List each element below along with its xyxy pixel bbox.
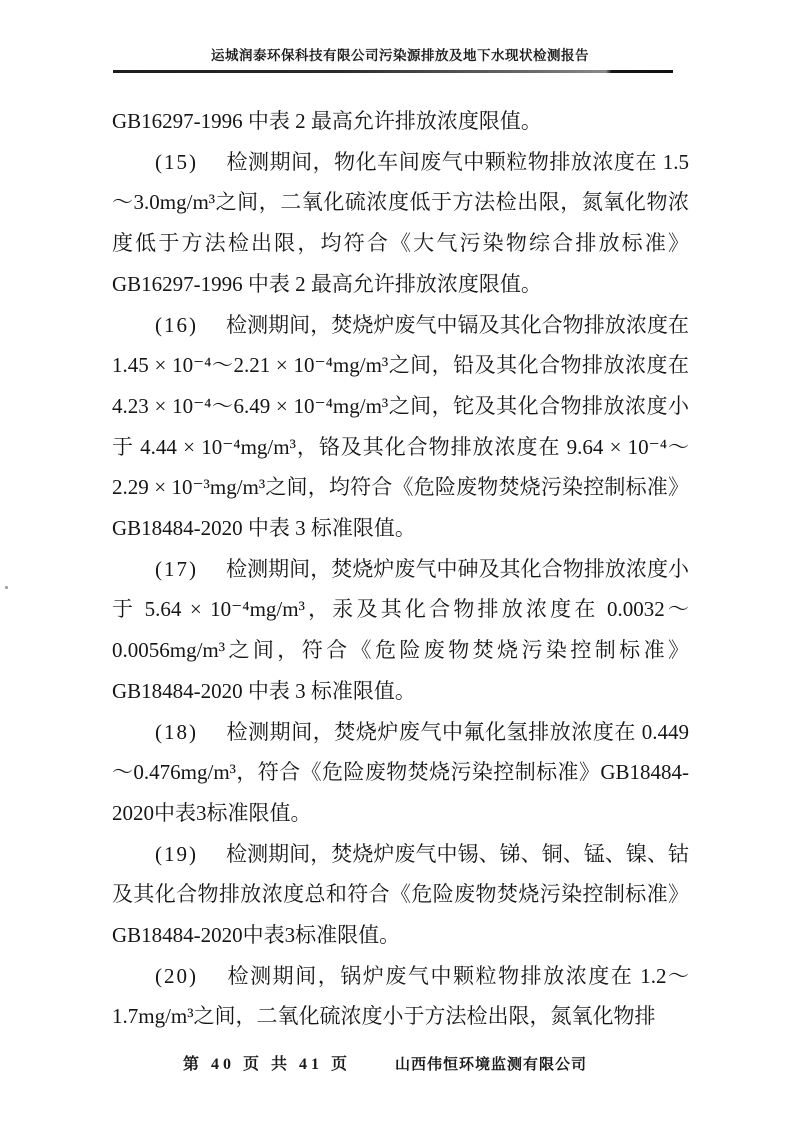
paragraph-20-number: (20)	[155, 963, 198, 988]
header-rule	[113, 70, 673, 73]
header-title: 运城润泰环保科技有限公司污染源排放及地下水现状检测报告	[211, 48, 589, 63]
report-body	[112, 101, 689, 1037]
paragraph-16-text: 检测期间，焚烧炉废气中镉及其化合物排放浓度在 1.45 × 10⁻⁴～2.21 × 10⁻⁴mg/m³之间，铅及其化合物排放浓度在 4.23 × 10⁻⁴～6.49 × 10⁻⁴mg/m³之间，铊及其化合物排放浓度小于 4.44 × 10⁻⁴mg/m³，铬及其化合物排放浓度在 9.64 × 10⁻⁴～2.29 × 10⁻³mg/m³之间，均符合《危险废物焚烧污染控制标准》GB18484-2020 中表 3 标准限值。	[112, 312, 689, 541]
paragraph-16	[112, 305, 689, 549]
paragraph-20	[112, 956, 689, 1037]
footer-company-name: 山西伟恒环境监测有限公司	[395, 1056, 588, 1073]
paragraph-18	[112, 712, 689, 834]
paragraph-19-text: 检测期间，焚烧炉废气中锡、锑、铜、锰、镍、钴及其化合物排放浓度总和符合《危险废物焚烧污染控制标准》GB18484-2020中表3标准限值。	[112, 841, 689, 948]
paragraph-15-text: 检测期间，物化车间废气中颗粒物排放浓度在 1.5～3.0mg/m³之间，二氧化硫浓度低于方法检出限，氮氧化物浓度低于方法检出限，均符合《大气污染物综合排放标准》GB16297-1996 中表 2 最高允许排放浓度限值。	[112, 149, 689, 296]
paragraph-18-number: (18)	[155, 719, 198, 744]
paragraph-16-number: (16)	[155, 312, 198, 337]
paragraph-15	[112, 142, 689, 305]
scan-artifact-dot	[5, 586, 8, 589]
page-number-indicator: 第 40 页 共 41 页	[183, 1056, 352, 1073]
paragraph-17-number: (17)	[155, 556, 198, 581]
paragraph-continuation: GB16297-1996 中表 2 最高允许排放浓度限值。	[112, 109, 542, 133]
paragraph-19	[112, 834, 689, 956]
paragraph-19-number: (19)	[155, 841, 198, 866]
paragraph-17	[112, 549, 689, 712]
paragraph-17-text: 检测期间，焚烧炉废气中砷及其化合物排放浓度小于 5.64 × 10⁻⁴mg/m³，汞及其化合物排放浓度在 0.0032～0.0056mg/m³之间，符合《危险废物焚烧污染控制标准》GB18484-2020 中表 3 标准限值。	[112, 556, 689, 703]
paragraph-20-text: 检测期间，锅炉废气中颗粒物排放浓度在 1.2～1.7mg/m³之间，二氧化硫浓度小于方法检出限，氮氧化物排	[112, 963, 689, 1029]
paragraph-18-text: 检测期间，焚烧炉废气中氟化氢排放浓度在 0.449～0.476mg/m³，符合《危险废物焚烧污染控制标准》GB18484-2020中表3标准限值。	[112, 719, 689, 825]
paragraph-15-number: (15)	[155, 149, 198, 174]
page-footer	[183, 1051, 587, 1074]
